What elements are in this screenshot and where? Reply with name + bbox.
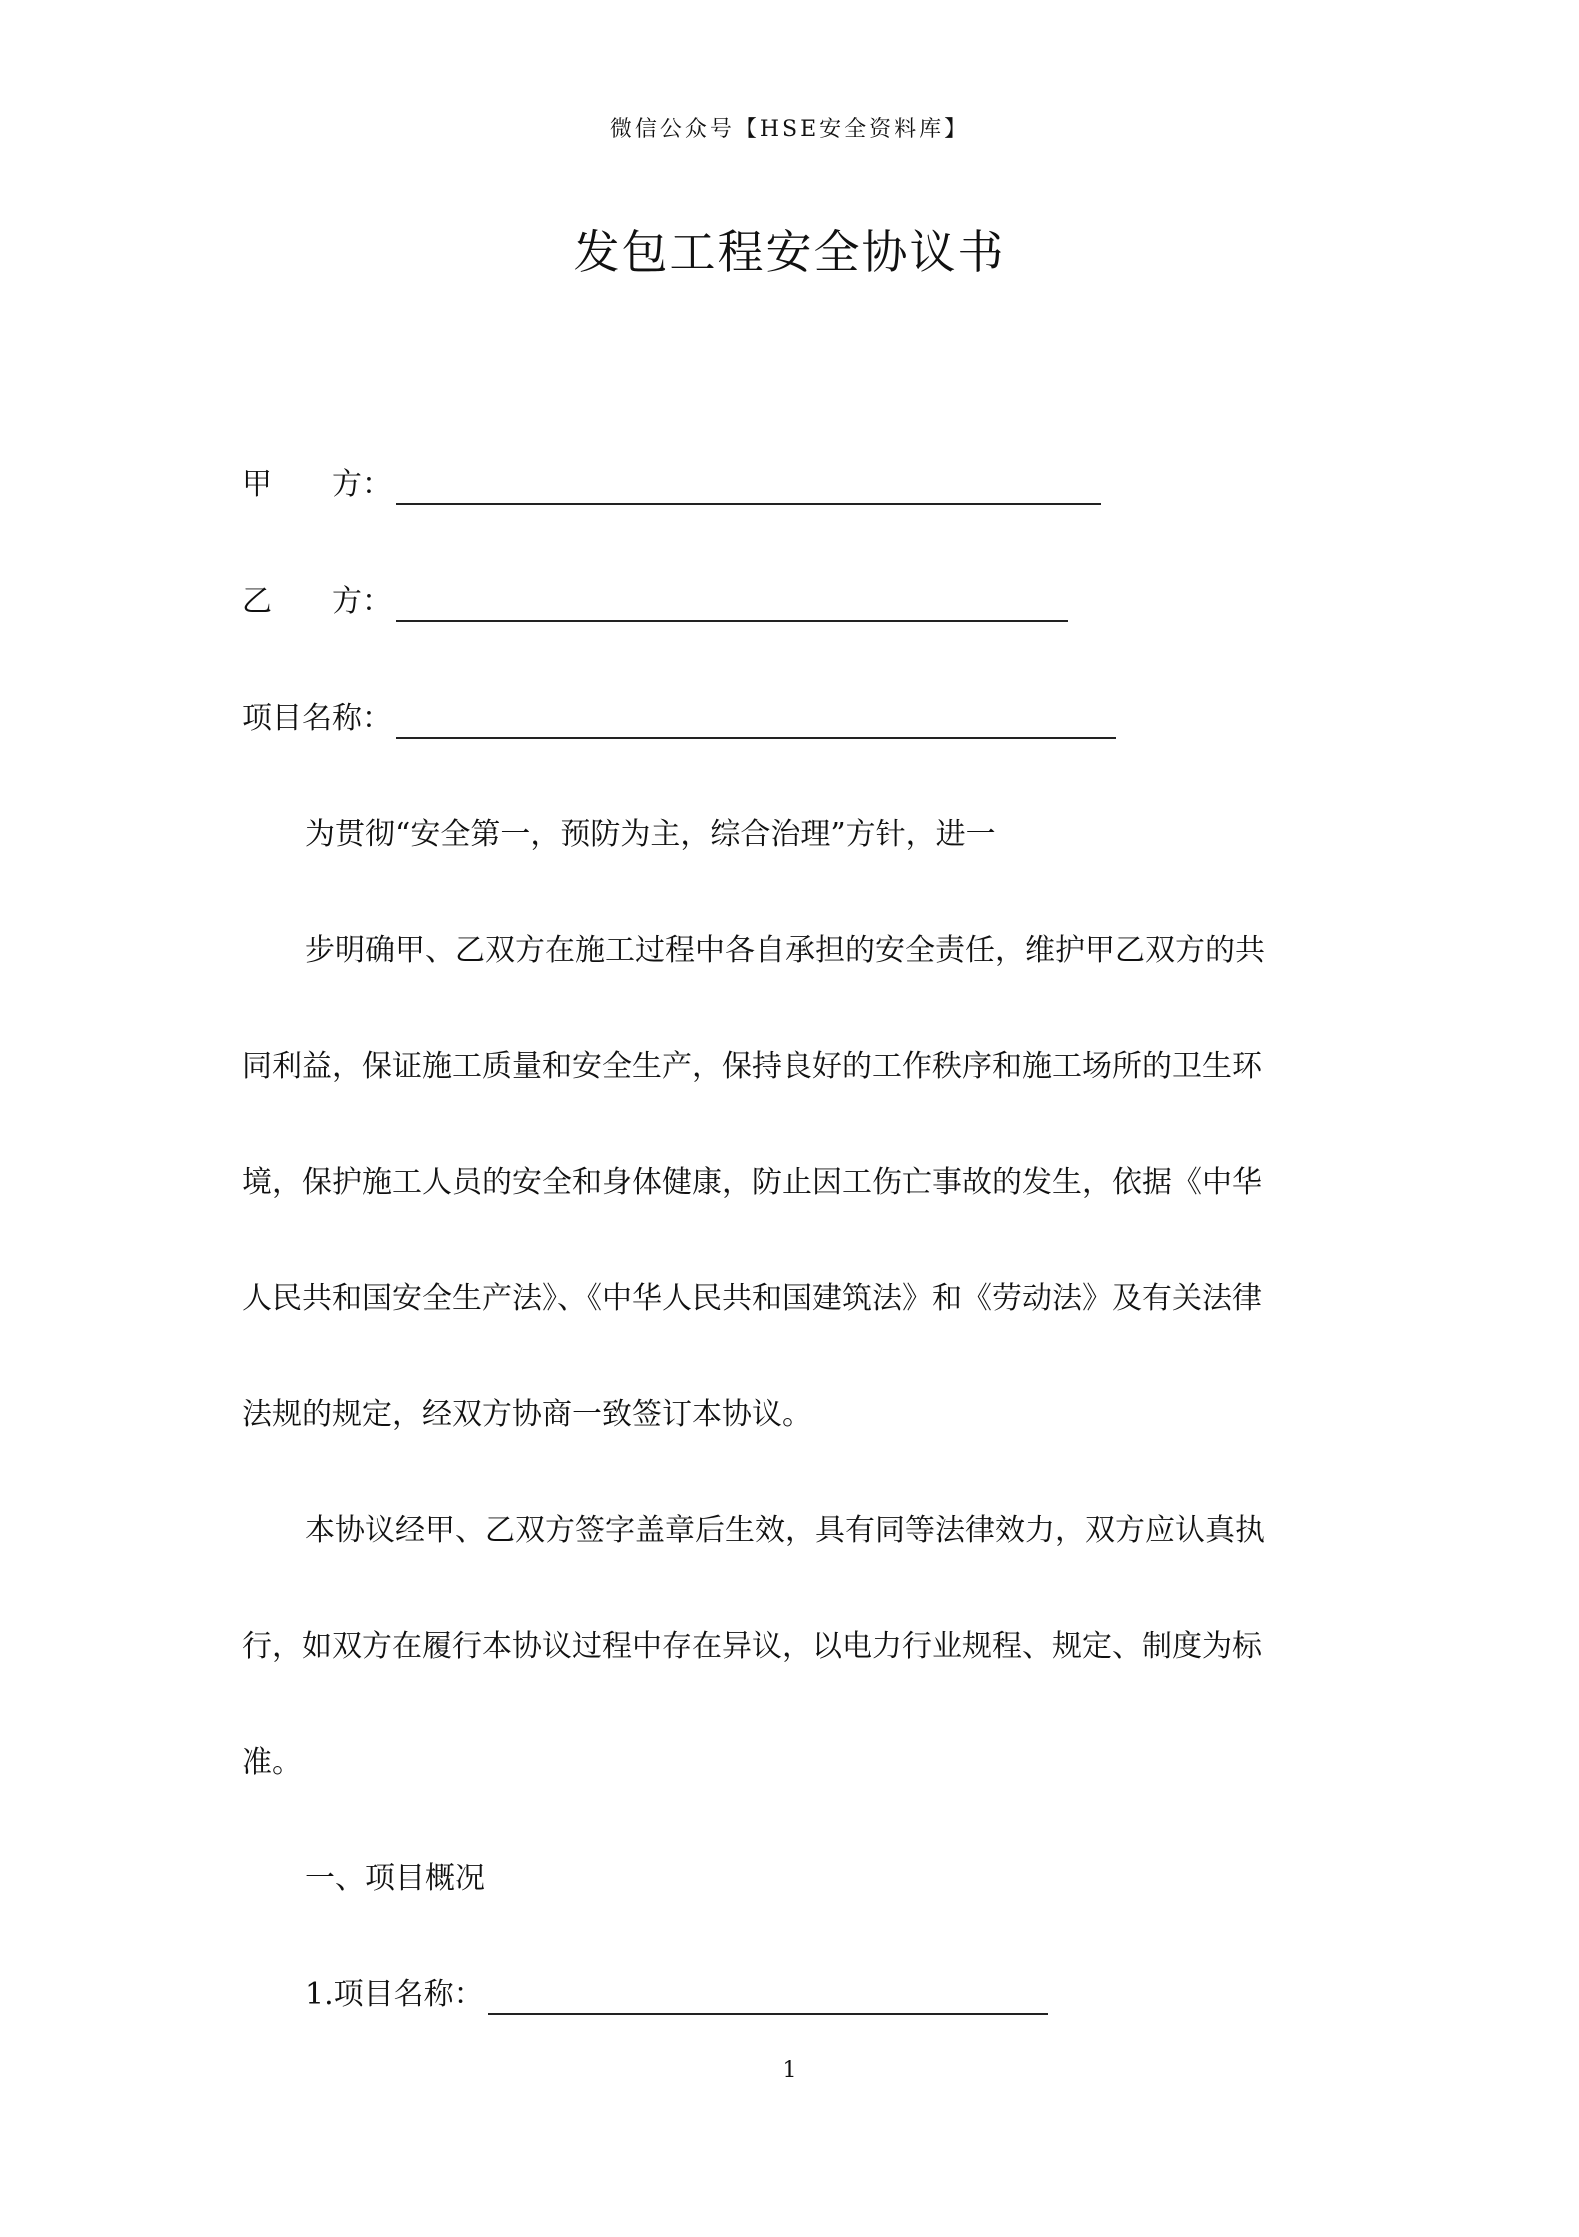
paragraph-1-line-5: 人民共和国安全生产法》、《中华人民共和国建筑法》和《劳动法》及有关法律 xyxy=(242,1281,1262,1316)
section-1-heading: 一、项目概况 xyxy=(305,1861,485,1896)
paragraph-1-line-2: 步明确甲、乙双方在施工过程中各自承担的安全责任，维护甲乙双方的共 xyxy=(305,933,1265,968)
party-a-label: 甲 方： xyxy=(242,467,392,502)
paragraph-1-line-6: 法规的规定，经双方协商一致签订本协议。 xyxy=(242,1397,812,1432)
paragraph-2-line-2: 行，如双方在履行本协议过程中存在异议，以电力行业规程、规定、制度为标 xyxy=(242,1629,1262,1664)
party-b-input-line[interactable] xyxy=(396,586,1068,622)
paragraph-1-line-1: 为贯彻“安全第一，预防为主，综合治理”方针，进一 xyxy=(305,817,996,852)
paragraph-1-line-3: 同利益，保证施工质量和安全生产，保持良好的工作秩序和施工场所的卫生环 xyxy=(242,1049,1262,1084)
paragraph-2-line-1: 本协议经甲、乙双方签字盖章后生效，具有同等法律效力，双方应认真执 xyxy=(305,1513,1265,1548)
header-note: 微信公众号【HSE安全资料库】 xyxy=(609,117,970,142)
page-number: 1 xyxy=(782,2058,797,2083)
project-name-input-line[interactable] xyxy=(396,703,1116,739)
document-title: 发包工程安全协议书 xyxy=(573,225,1006,279)
party-a-field xyxy=(242,465,1101,505)
item-1-label: 1.项目名称： xyxy=(305,1977,484,2012)
paragraph-1-line-4: 境，保护施工人员的安全和身体健康，防止因工伤亡事故的发生，依据《中华 xyxy=(242,1165,1262,1200)
item-1-project-name-field xyxy=(305,1975,1048,2015)
paragraph-2-line-3: 准。 xyxy=(242,1745,302,1780)
party-a-input-line[interactable] xyxy=(396,469,1101,505)
project-name-field xyxy=(242,699,1116,739)
item-1-input-line[interactable] xyxy=(488,1979,1048,2015)
party-b-field xyxy=(242,582,1068,622)
party-b-label: 乙 方： xyxy=(242,584,392,619)
project-name-label: 项目名称： xyxy=(242,701,392,736)
